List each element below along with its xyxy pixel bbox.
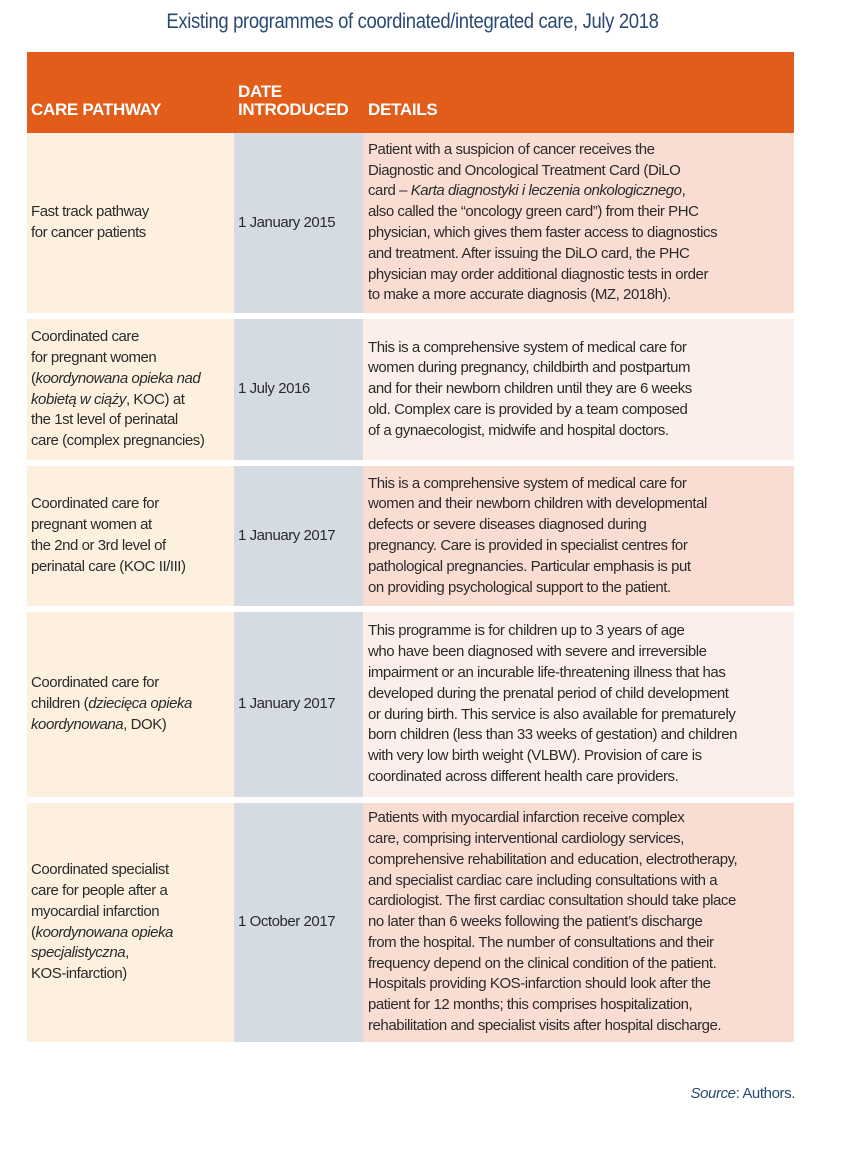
text-segment: pathological pregnancies. Particular emphasis is put [368,557,691,575]
text-segment: on providing psychological support to the patient. [368,578,671,596]
text-segment: for pregnant women [31,348,157,366]
text-segment: physician may order additional diagnostic tests in order [368,265,708,283]
italic-text-segment: koordynowana opieka [35,923,173,941]
text-segment: care (complex pregnancies) [31,432,205,450]
text-segment: pregnant women at [31,516,152,534]
table-row [27,609,794,800]
details-cell [363,609,794,800]
text-segment: rehabilitation and specialist visits after hospital discharge. [368,1017,722,1035]
header-care-pathway-label: CARE PATHWAY [31,100,162,119]
text-segment: also called the “oncology green card”) from their PHC [368,203,699,221]
text-segment: , [681,182,686,200]
italic-text-segment: koordynowana opieka nad [35,369,201,387]
details-cell [363,316,794,463]
source-text: : Authors. [735,1085,795,1102]
date-cell: 1 January 2017 [234,609,363,800]
text-segment: women during pregnancy, childbirth and postpartum [368,359,691,377]
text-segment: This is a comprehensive system of medical care for [368,338,687,356]
date-cell: 1 January 2017 [234,463,363,609]
text-segment: impairment or an incurable life-threatening illness that has [368,663,726,681]
text-segment: defects or severe diseases diagnosed during [368,516,647,534]
text-segment: for cancer patients [31,224,146,241]
care-pathway-cell [27,463,234,609]
header-details-label: DETAILS [368,100,438,119]
text-segment: Diagnostic and Oncological Treatment Card (DiLO [368,161,681,179]
table-header [27,52,794,133]
italic-text-segment: kobietą w ciąży [31,390,126,408]
text-segment: developed during the prenatal period of child development [368,684,729,702]
text-segment: cardiologist. The first cardiac consultation should take place [368,892,736,910]
text-segment: the 1st level of perinatal [31,411,178,429]
text-segment: who have been diagnosed with severe and irreversible [368,643,707,661]
header-details [363,52,794,133]
text-segment: pregnancy. Care is provided in specialist centres for [368,537,688,554]
text-segment: care for people after a [31,881,168,899]
care-pathway-cell [27,609,234,800]
table-title: Existing programmes of coordinated/integrated care, July 2018 [166,10,659,33]
date-cell: 1 January 2015 [234,133,363,316]
text-segment: patient for 12 months; this comprises hospitalization, [368,996,693,1014]
details-cell [363,463,794,609]
text-segment: Hospitals providing KOS-infarction should look after the [368,975,711,993]
text-segment: Coordinated care for [31,495,159,513]
text-segment: no later than 6 weeks following the patient’s discharge [368,913,703,931]
text-segment: This is a comprehensive system of medical care for [368,474,687,492]
care-pathway-cell [27,800,234,1042]
text-segment: care, comprising interventional cardiology services, [368,829,684,847]
text-segment: Patient with a suspicion of cancer receives the [368,140,655,158]
text-segment: frequency depend on the clinical condition of the patient. [368,954,717,972]
text-segment: card – [368,182,411,200]
text-segment: This programme is for children up to 3 years of age [368,622,685,640]
text-segment: coordinated across different health care providers. [368,767,679,785]
italic-text-segment: specjalistyczna [31,944,126,962]
text-segment: or during birth. This service is also available for prematurely [368,705,736,723]
text-segment: and treatment. After issuing the DiLO card, the PHC [368,244,690,262]
header-date-line1: DATE [238,82,282,101]
text-segment: Coordinated care [31,328,139,346]
table-row [27,463,794,609]
text-segment: comprehensive rehabilitation and education, electrotherapy, [368,850,738,868]
text-segment: Coordinated specialist [31,861,169,879]
text-segment: and specialist cardiac care including consultations with a [368,871,718,889]
details-cell [363,800,794,1042]
text-segment: ( [31,369,36,387]
text-segment: and for their newborn children until they are 6 weeks [368,380,692,398]
text-segment: , DOK) [123,715,167,733]
italic-text-segment: dziecięca opieka [88,695,192,713]
italic-text-segment: koordynowana [31,715,124,733]
text-segment: with very low birth weight (VLBW). Provision of care is [368,747,702,765]
header-row [27,52,794,133]
text-segment: perinatal care (KOC II/III) [31,557,186,575]
text-segment: physician, which gives them faster access to diagnostics [368,224,718,241]
text-segment: the 2nd or 3rd level of [31,537,166,554]
text-segment: , [125,944,129,962]
table-row [27,133,794,316]
header-care-pathway [27,52,234,133]
date-cell: 1 July 2016 [234,316,363,463]
header-date-line2: INTRODUCED [238,100,349,119]
text-segment: born children (less than 33 weeks of gestation) and children [368,726,738,744]
text-segment: old. Complex care is provided by a team composed [368,400,688,418]
care-pathway-cell [27,316,234,463]
care-programmes-table [27,52,794,1042]
date-cell: 1 October 2017 [234,800,363,1042]
text-segment: to make a more accurate diagnosis (MZ, 2018h). [368,286,671,304]
header-date-introduced [234,52,363,133]
text-segment: Fast track pathway [31,203,149,221]
source-label: Source [690,1085,736,1102]
text-segment: myocardial infarction [31,902,160,920]
table-row [27,316,794,463]
text-segment: Patients with myocardial infarction receive complex [368,809,685,827]
italic-text-segment: Karta diagnostyki i leczenia onkologicznego [410,182,682,200]
text-segment: of a gynaecologist, midwife and hospital doctors. [368,421,669,439]
text-segment: , KOC) at [125,390,185,408]
table-row [27,800,794,1042]
source-note [690,1085,795,1102]
details-cell [363,133,794,316]
text-segment: women and their newborn children with developmental [368,495,707,513]
text-segment: from the hospital. The number of consultations and their [368,933,714,951]
text-segment: Coordinated care for [31,674,159,692]
text-segment: children ( [31,695,89,713]
care-pathway-cell [27,133,234,316]
table-body [27,133,794,1042]
text-segment: ( [31,923,36,941]
text-segment: KOS-infarction) [31,965,127,983]
